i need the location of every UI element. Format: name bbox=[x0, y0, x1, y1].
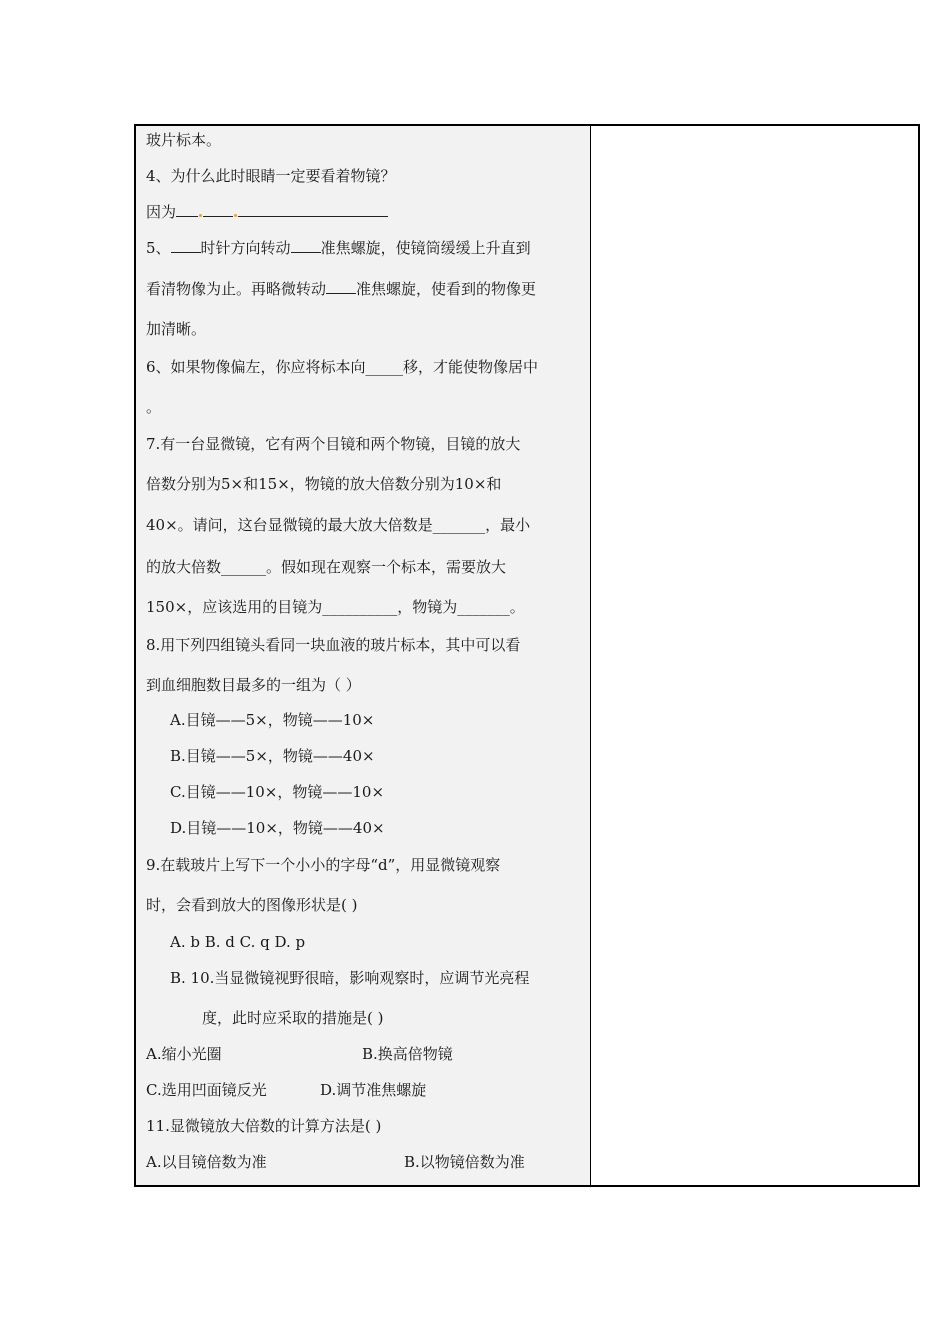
blank-field[interactable] bbox=[326, 279, 356, 294]
question-4: 4、为什么此时眼睛一定要看着物镜？ bbox=[146, 167, 396, 185]
answer-prefix: 因为 bbox=[146, 203, 177, 221]
text-line: 时，会看到放大的图像形状是( ) bbox=[146, 896, 358, 914]
question-column bbox=[136, 126, 591, 1185]
text-line: 。 bbox=[146, 398, 162, 416]
blank-field[interactable] bbox=[203, 202, 233, 217]
mark-dot bbox=[234, 214, 237, 217]
option-d: D.目镜——10×，物镜——40× bbox=[170, 819, 385, 837]
q5-text-d: 准焦螺旋，使看到的物像更 bbox=[356, 280, 537, 298]
text-line: 到血细胞数目最多的一组为（ ） bbox=[146, 676, 361, 694]
q11-option-b: B.以物镜倍数为准 bbox=[404, 1153, 525, 1171]
q10-option-b: B.换高倍物镜 bbox=[362, 1045, 453, 1063]
question-5-cont bbox=[146, 279, 536, 299]
q10-option-a: A.缩小光圈 bbox=[146, 1045, 222, 1063]
mark-dot bbox=[199, 214, 202, 217]
q11-option-a: A.以目镜倍数为准 bbox=[146, 1153, 267, 1171]
q10-option-d: D.调节准焦螺旋 bbox=[320, 1081, 427, 1099]
worksheet-table bbox=[134, 124, 920, 1187]
blank-field[interactable] bbox=[171, 238, 201, 253]
q5-number: 5、 bbox=[146, 239, 171, 257]
question-11: 11.显微镜放大倍数的计算方法是( ) bbox=[146, 1117, 382, 1135]
text-line: 150×，应该选用的目镜为__________，物镜为_______。 bbox=[146, 598, 525, 616]
question-5 bbox=[146, 238, 531, 258]
text-line: 的放大倍数______。假如现在观察一个标本，需要放大 bbox=[146, 558, 507, 576]
question-10: B. 10.当显微镜视野很暗，影响观察时，应调节光亮程 bbox=[170, 969, 530, 987]
q5-text-b: 准焦螺旋，使镜筒缓缓上升直到 bbox=[320, 239, 531, 257]
notes-column bbox=[591, 126, 918, 1185]
answer-line-4 bbox=[146, 202, 388, 222]
blank-field[interactable] bbox=[291, 238, 321, 253]
text-line: 玻片标本。 bbox=[146, 131, 222, 149]
question-7: 7.有一台显微镜，它有两个目镜和两个物镜，目镜的放大 bbox=[146, 435, 521, 453]
text-line: 倍数分别为5×和15×，物镜的放大倍数分别为10×和 bbox=[146, 475, 502, 493]
blank-field[interactable] bbox=[176, 202, 198, 217]
option-a: A.目镜——5×，物镜——10× bbox=[170, 711, 375, 729]
text-line: 40×。请问，这台显微镜的最大放大倍数是_______，最小 bbox=[146, 516, 531, 534]
q9-options: A. b B. d C. q D. p bbox=[170, 933, 306, 951]
question-6: 6、如果物像偏左，你应将标本向_____移，才能使物像居中 bbox=[146, 358, 539, 376]
text-line: 度，此时应采取的措施是( ) bbox=[202, 1009, 384, 1027]
q10-option-c: C.选用凹面镜反光 bbox=[146, 1081, 267, 1099]
text-line: 加清晰。 bbox=[146, 320, 207, 338]
q5-text-a: 时针方向转动 bbox=[200, 239, 291, 257]
blank-field[interactable] bbox=[238, 202, 388, 217]
question-9: 9.在载玻片上写下一个小小的字母“d”，用显微镜观察 bbox=[146, 856, 501, 874]
question-8: 8.用下列四组镜头看同一块血液的玻片标本，其中可以看 bbox=[146, 636, 521, 654]
option-b: B.目镜——5×，物镜——40× bbox=[170, 747, 375, 765]
option-c: C.目镜——10×，物镜——10× bbox=[170, 783, 385, 801]
q5-text-c: 看清物像为止。再略微转动 bbox=[146, 280, 327, 298]
